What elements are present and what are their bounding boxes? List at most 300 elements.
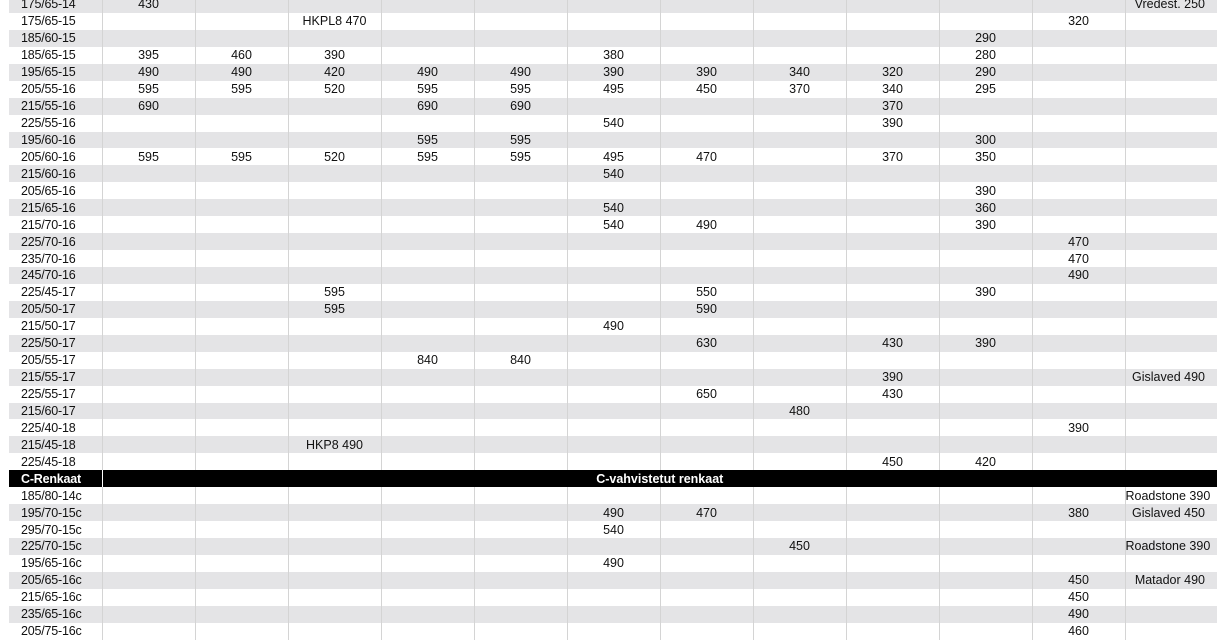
price-cell [753,98,846,115]
price-cell [846,132,939,149]
tire-size-cell: 215/55-17 [9,369,102,386]
price-cell [660,538,753,555]
price-cell [753,504,846,521]
price-cell [474,216,567,233]
price-cell [1125,148,1217,165]
price-cell: 540 [567,115,660,132]
price-cell [753,250,846,267]
price-cell [474,165,567,182]
price-cell [195,13,288,30]
price-cell: Roadstone 390 [1125,487,1217,504]
table-row [9,13,1217,30]
price-cell [660,132,753,149]
price-cell [1125,132,1217,149]
tire-size-cell: 225/70-15c [9,538,102,555]
price-cell [288,0,381,13]
price-cell [846,47,939,64]
price-cell: Matador 490 [1125,572,1217,589]
price-cell: 490 [195,64,288,81]
price-cell [102,250,195,267]
price-cell: 595 [195,81,288,98]
price-cell [381,504,474,521]
price-cell: Roadstone 390 [1125,538,1217,555]
price-cell [102,369,195,386]
tire-size-cell: 225/55-17 [9,386,102,403]
price-cell [474,386,567,403]
table-row [9,148,1217,165]
price-cell: 595 [288,284,381,301]
price-cell: 460 [1032,623,1125,640]
price-cell [939,403,1032,420]
table-row [9,250,1217,267]
price-cell: 490 [567,318,660,335]
price-cell [1125,301,1217,318]
price-cell [1032,403,1125,420]
price-cell [567,250,660,267]
price-cell: 420 [288,64,381,81]
price-cell: 490 [1032,606,1125,623]
price-cell: 390 [660,64,753,81]
price-cell [1125,165,1217,182]
tire-size-cell: 225/45-18 [9,453,102,470]
price-cell [195,369,288,386]
price-cell [288,572,381,589]
price-cell [753,0,846,13]
price-cell [288,216,381,233]
price-cell [1125,47,1217,64]
tire-size-cell: 195/65-16c [9,555,102,572]
price-cell [753,13,846,30]
price-cell [381,369,474,386]
price-cell: 290 [939,64,1032,81]
price-cell [195,182,288,199]
tire-size-cell: 225/55-16 [9,115,102,132]
price-cell [1125,335,1217,352]
table-row [9,0,1217,13]
price-cell [474,13,567,30]
price-cell [381,30,474,47]
price-cell [567,98,660,115]
price-cell [753,301,846,318]
price-cell [660,182,753,199]
price-cell [660,436,753,453]
price-cell [474,487,567,504]
price-cell [195,301,288,318]
price-cell [1125,250,1217,267]
price-cell [102,572,195,589]
price-cell [474,318,567,335]
price-cell [846,572,939,589]
table-row [9,419,1217,436]
price-cell [660,419,753,436]
tire-size-cell: 205/55-17 [9,352,102,369]
price-cell: 290 [939,30,1032,47]
price-cell [195,352,288,369]
price-cell [753,623,846,640]
price-cell [102,504,195,521]
price-cell [102,233,195,250]
price-cell: 430 [102,0,195,13]
price-cell [567,487,660,504]
price-cell [195,572,288,589]
price-cell [660,487,753,504]
price-cell: 490 [660,216,753,233]
price-cell [195,233,288,250]
price-cell [474,284,567,301]
price-cell [195,504,288,521]
table-row [9,623,1217,640]
price-cell [195,419,288,436]
price-cell: 390 [567,64,660,81]
price-cell [660,98,753,115]
tire-size-cell: 225/50-17 [9,335,102,352]
tire-size-cell: 185/80-14c [9,487,102,504]
price-cell: 360 [939,199,1032,216]
tire-size-cell: 245/70-16 [9,267,102,284]
price-cell [381,47,474,64]
table-row [9,216,1217,233]
table-row [9,453,1217,470]
tire-size-cell: 225/45-17 [9,284,102,301]
price-cell [288,132,381,149]
price-cell [846,250,939,267]
price-cell [1032,487,1125,504]
price-cell: 460 [195,47,288,64]
tire-size-cell: 215/45-18 [9,436,102,453]
price-cell [195,250,288,267]
price-cell [939,301,1032,318]
price-cell: 300 [939,132,1032,149]
price-cell [474,199,567,216]
price-cell: 520 [288,148,381,165]
price-cell [1032,148,1125,165]
price-cell [567,369,660,386]
tire-size-cell: 175/65-14 [9,0,102,13]
price-cell [102,13,195,30]
price-cell [1125,13,1217,30]
price-cell [939,233,1032,250]
price-cell [474,623,567,640]
price-cell [567,386,660,403]
price-cell: 340 [846,81,939,98]
price-cell [288,386,381,403]
table-row [9,436,1217,453]
price-cell [195,623,288,640]
price-cell [567,453,660,470]
price-cell [288,369,381,386]
price-cell [1125,436,1217,453]
price-cell [1032,284,1125,301]
price-cell [102,487,195,504]
price-cell [195,284,288,301]
price-cell [846,352,939,369]
price-cell [1125,386,1217,403]
price-cell [1032,0,1125,13]
price-cell [753,606,846,623]
price-cell [660,403,753,420]
price-cell [288,403,381,420]
price-cell [195,30,288,47]
price-cell [660,555,753,572]
price-cell [102,453,195,470]
price-cell [1125,267,1217,284]
price-cell [660,0,753,13]
tire-size-cell: 205/50-17 [9,301,102,318]
price-cell [846,13,939,30]
price-cell [474,419,567,436]
tire-size-cell: 195/65-15 [9,64,102,81]
price-cell: 595 [474,132,567,149]
price-cell [1125,199,1217,216]
tire-size-cell: 205/65-16 [9,182,102,199]
section-header-row [9,470,1217,487]
price-cell: 490 [567,504,660,521]
price-cell [846,504,939,521]
price-cell [288,555,381,572]
price-cell [846,521,939,538]
tire-size-cell: 215/65-16 [9,199,102,216]
price-cell [567,13,660,30]
tire-size-cell: 185/60-15 [9,30,102,47]
price-cell [846,199,939,216]
price-cell [939,386,1032,403]
price-cell [102,555,195,572]
price-cell [567,572,660,589]
price-cell [753,335,846,352]
price-cell [195,403,288,420]
tire-size-cell: 225/70-16 [9,233,102,250]
price-cell [939,504,1032,521]
price-cell: 470 [660,504,753,521]
price-cell [1032,115,1125,132]
price-cell [753,148,846,165]
price-cell: 390 [939,284,1032,301]
price-cell [381,487,474,504]
tire-size-cell: 225/40-18 [9,419,102,436]
price-cell: 840 [381,352,474,369]
price-cell [1032,335,1125,352]
price-cell: 295 [939,81,1032,98]
price-cell [1032,555,1125,572]
tire-size-cell: 215/55-16 [9,98,102,115]
price-cell [288,623,381,640]
price-cell [195,216,288,233]
price-cell [660,521,753,538]
price-cell [939,436,1032,453]
price-cell [846,419,939,436]
price-cell [195,267,288,284]
price-cell [1125,216,1217,233]
price-cell [1032,199,1125,216]
price-cell: 595 [102,81,195,98]
price-cell [381,403,474,420]
price-cell [195,521,288,538]
price-cell [753,216,846,233]
price-cell [660,589,753,606]
price-cell [1125,623,1217,640]
price-cell [939,487,1032,504]
price-cell: 595 [381,148,474,165]
price-cell [288,521,381,538]
price-cell [102,335,195,352]
price-cell [474,538,567,555]
price-cell: 595 [288,301,381,318]
price-cell [195,487,288,504]
price-cell [474,182,567,199]
price-cell [567,182,660,199]
price-cell [381,182,474,199]
price-cell [753,589,846,606]
price-cell: 450 [1032,572,1125,589]
price-cell [102,419,195,436]
price-cell [381,267,474,284]
price-cell [753,182,846,199]
price-cell: 540 [567,216,660,233]
price-cell [1125,419,1217,436]
price-cell [1125,64,1217,81]
price-cell: 690 [381,98,474,115]
tire-size-cell: 195/60-16 [9,132,102,149]
price-cell [102,199,195,216]
price-cell [102,132,195,149]
price-cell: 390 [846,369,939,386]
price-cell [474,436,567,453]
table-row [9,30,1217,47]
price-cell [846,436,939,453]
price-cell [195,165,288,182]
price-cell [381,538,474,555]
price-cell [939,369,1032,386]
price-cell [939,521,1032,538]
price-cell: 390 [939,182,1032,199]
price-cell: 450 [753,538,846,555]
table-row [9,538,1217,555]
price-cell [846,182,939,199]
price-cell [474,47,567,64]
price-cell [102,521,195,538]
price-cell [195,98,288,115]
price-cell: 390 [1032,419,1125,436]
price-cell [381,521,474,538]
price-cell [660,165,753,182]
price-cell [102,318,195,335]
price-cell [102,606,195,623]
price-cell [846,623,939,640]
price-cell [1032,369,1125,386]
price-cell [195,132,288,149]
price-cell [195,436,288,453]
price-cell [567,623,660,640]
price-cell [660,30,753,47]
price-cell [567,589,660,606]
price-cell [381,115,474,132]
price-cell [567,132,660,149]
price-cell [195,555,288,572]
price-cell: 595 [102,148,195,165]
price-cell [753,453,846,470]
price-cell [288,606,381,623]
price-cell [1125,521,1217,538]
price-cell [939,352,1032,369]
price-cell [381,233,474,250]
table-row [9,521,1217,538]
table-row [9,233,1217,250]
price-cell [753,369,846,386]
price-cell [381,216,474,233]
price-cell [939,606,1032,623]
price-cell [939,267,1032,284]
price-cell: 320 [1032,13,1125,30]
tire-size-cell: 215/60-16 [9,165,102,182]
price-cell [660,115,753,132]
price-cell: 420 [939,453,1032,470]
price-cell: 450 [1032,589,1125,606]
price-cell [846,233,939,250]
price-cell [102,403,195,420]
price-cell [753,352,846,369]
price-cell [1032,386,1125,403]
table-row [9,335,1217,352]
price-cell [1032,30,1125,47]
table-row [9,352,1217,369]
price-cell [474,0,567,13]
price-cell [102,182,195,199]
price-cell [195,589,288,606]
price-cell [939,0,1032,13]
price-cell [102,623,195,640]
price-cell [846,487,939,504]
price-cell [195,115,288,132]
price-cell [753,487,846,504]
price-cell: 495 [567,81,660,98]
price-cell [846,216,939,233]
price-cell [474,30,567,47]
price-cell: 450 [846,453,939,470]
section-title: C-vahvistetut renkaat [102,470,1217,487]
price-cell: 395 [102,47,195,64]
price-cell: 370 [846,98,939,115]
price-cell [474,267,567,284]
table-row [9,301,1217,318]
price-cell [846,589,939,606]
price-cell [567,30,660,47]
price-cell [1032,301,1125,318]
price-cell: Vredest. 250 [1125,0,1217,13]
price-cell [474,403,567,420]
price-cell [381,13,474,30]
price-cell [474,453,567,470]
price-cell: 430 [846,386,939,403]
price-cell [102,589,195,606]
price-cell [288,267,381,284]
price-cell [195,199,288,216]
price-cell: 470 [660,148,753,165]
table-row [9,182,1217,199]
table-row [9,165,1217,182]
price-cell [381,335,474,352]
price-cell: 490 [102,64,195,81]
section-label: C-Renkaat [9,470,102,487]
price-cell: 380 [1032,504,1125,521]
price-cell [567,403,660,420]
price-cell [381,199,474,216]
tire-size-cell: 195/70-15c [9,504,102,521]
price-cell: 470 [1032,233,1125,250]
price-cell [939,98,1032,115]
price-cell [753,30,846,47]
table-row [9,98,1217,115]
price-cell [381,589,474,606]
